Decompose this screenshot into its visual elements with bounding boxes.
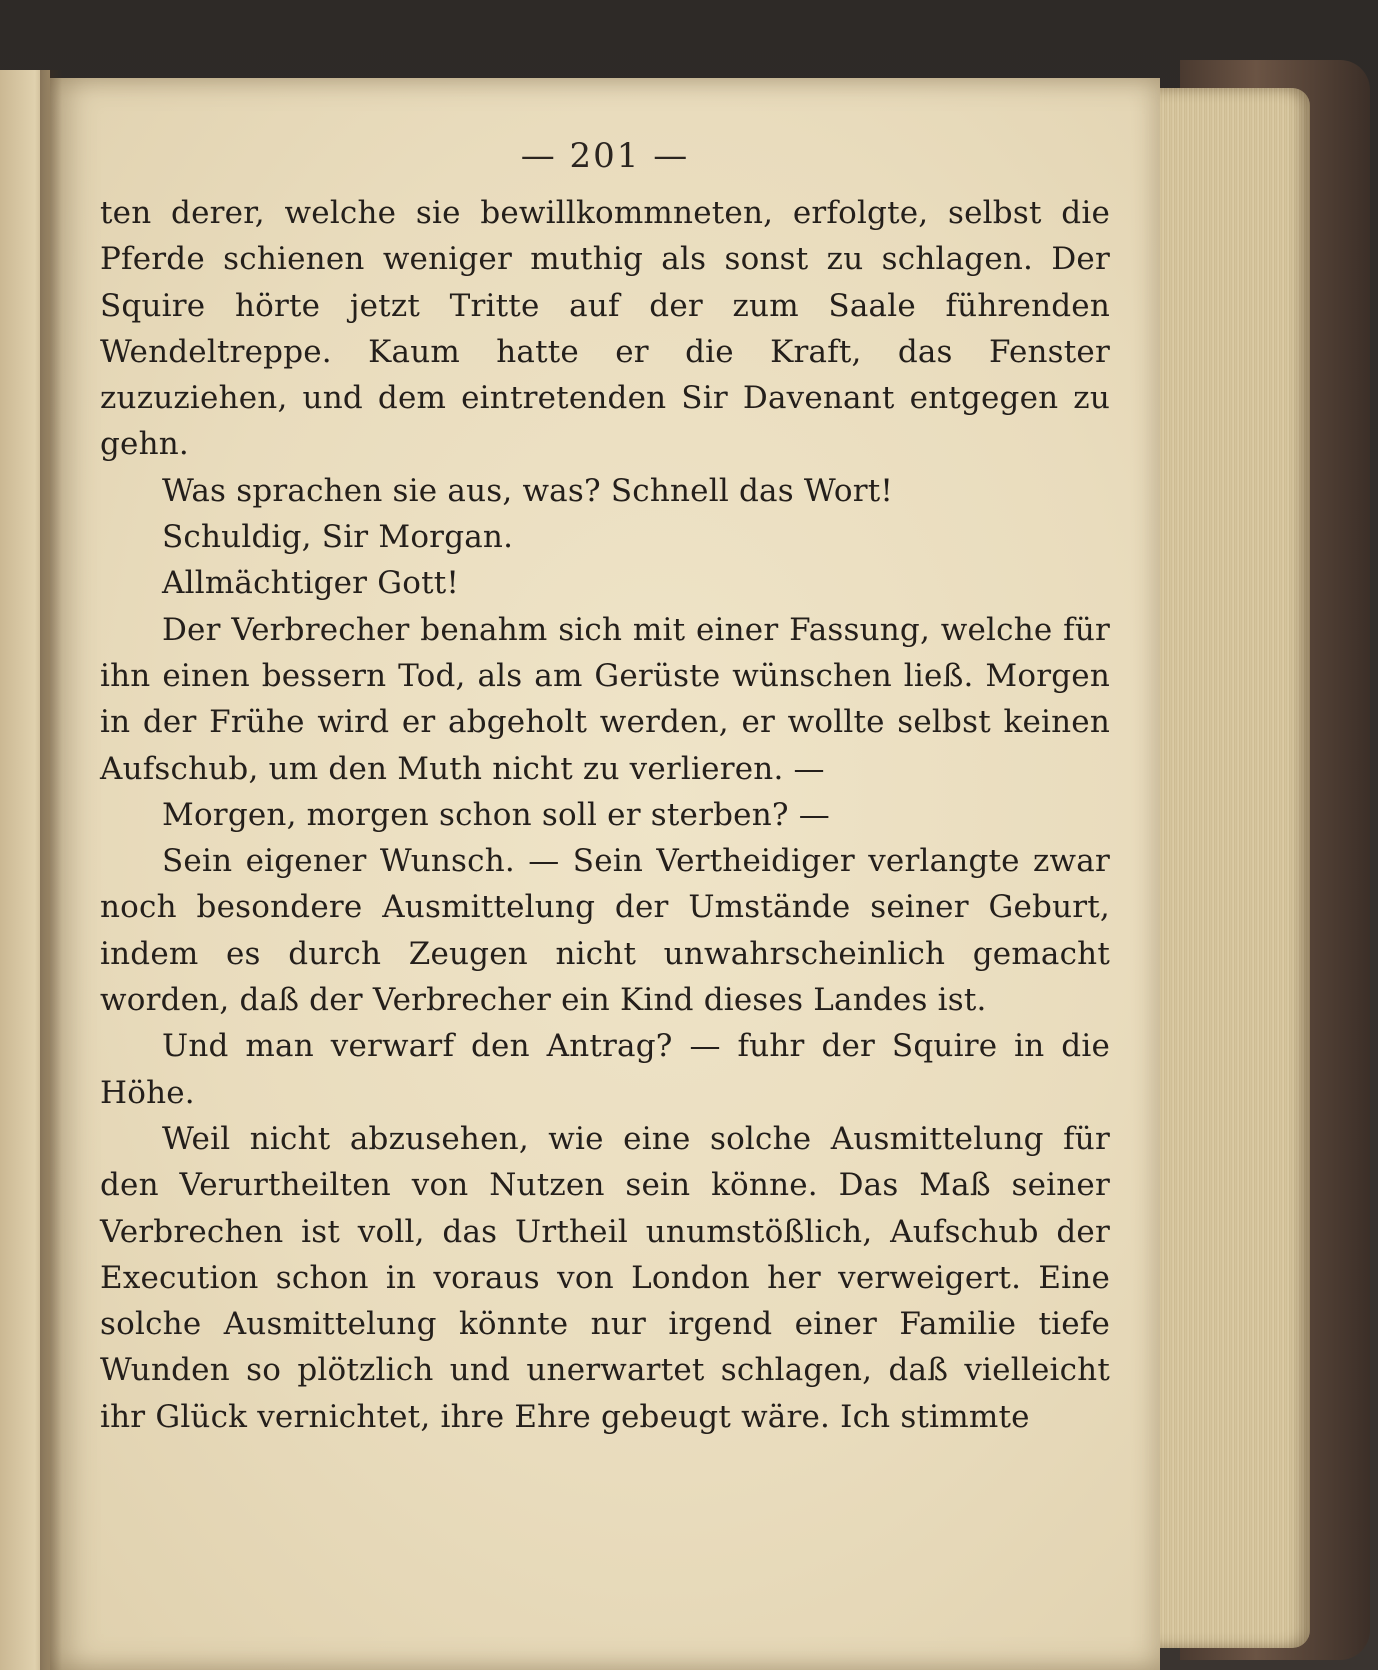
paragraph: Und man verwarf den Antrag? — fuhr der Squire in die Höhe. <box>100 1028 1110 1111</box>
paragraph: Schuldig, Sir Morgan. <box>162 519 514 556</box>
paragraph: Allmächtiger Gott! <box>162 565 460 602</box>
page-body <box>100 190 1110 1440</box>
book-page <box>50 78 1160 1670</box>
paragraph: Morgen, morgen schon soll er sterben? — <box>162 796 830 833</box>
paragraph: Der Verbrecher benahm sich mit einer Fassung, welche für ihn einen bessern Tod, als am Gerüste wünschen ließ. Morgen in der Frühe wird er abgeholt werden, er wollte selbst keinen Aufschub, um den Muth nicht zu verlieren. — <box>100 611 1110 787</box>
paragraph: Sein eigener Wunsch. — Sein Vertheidiger verlangte zwar noch besondere Ausmittelung der Umstände seiner Geburt, indem es durch Zeugen nicht unwahrscheinlich gemacht worden, daß der Verbrecher ein Kind dieses Landes ist. <box>100 843 1110 1019</box>
paragraph: ten derer, welche sie bewillkommneten, erfolgte, selbst die Pferde schienen weniger muthig als sonst zu schlagen. Der Squire hörte jetzt Tritte auf der zum Saale führenden Wendeltreppe. Kaum hatte er die Kraft, das Fenster zuzuziehen, und dem eintretenden Sir Davenant entgegen zu gehn. <box>100 195 1110 463</box>
paragraph: Weil nicht abzusehen, wie eine solche Ausmittelung für den Verurtheilten von Nutzen sein könne. Das Maß seiner Verbrechen ist voll, das Urtheil unumstößlich, Aufschub der Execution schon in voraus von London her verweigert. Eine solche Ausmittelung könnte nur irgend einer Familie tiefe Wunden so plötzlich und unerwartet schlagen, daß vielleicht ihr Glück vernichtet, ihre Ehre gebeugt wäre. Ich stimmte <box>100 1120 1110 1435</box>
page-edges <box>1150 88 1310 1648</box>
page-gutter-shadow <box>40 70 62 1670</box>
paragraph: Was sprachen sie aus, was? Schnell das Wort! <box>162 472 894 509</box>
page-number-header: — 201 — <box>520 136 690 176</box>
